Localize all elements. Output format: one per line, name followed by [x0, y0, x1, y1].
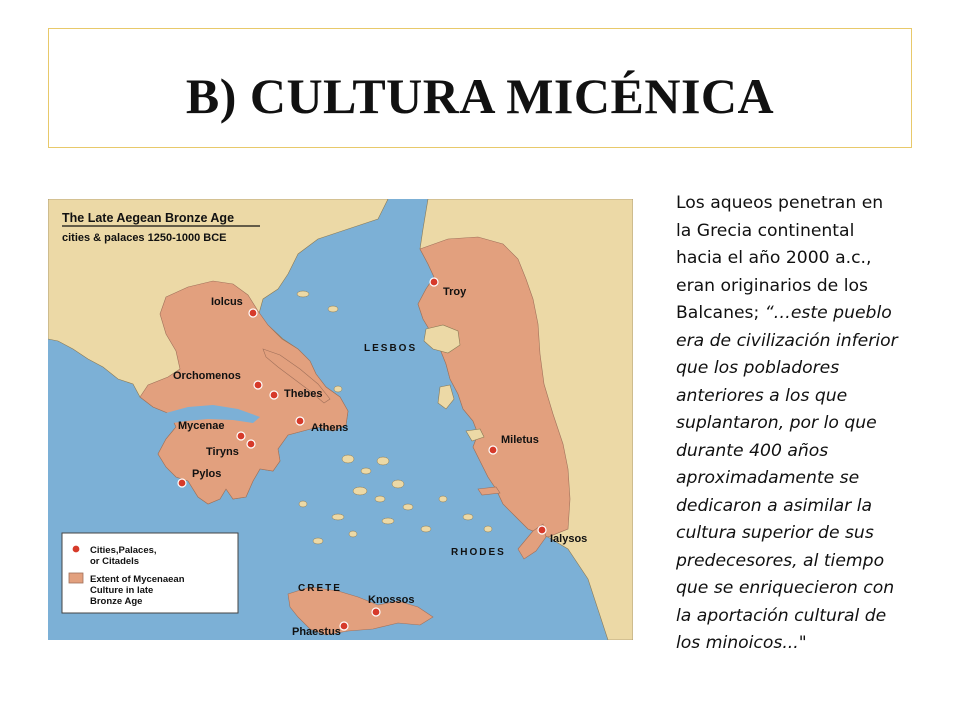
body-line: la aportación cultural de: [676, 605, 887, 626]
legend-city-marker: [72, 545, 80, 553]
svg-text:Phaestus: Phaestus: [292, 626, 341, 638]
body-line-mixed: [676, 300, 938, 328]
body-line: la Grecia continental: [676, 220, 855, 241]
svg-text:Ialysos: Ialysos: [550, 533, 588, 545]
body-line: Los aqueos penetran en: [676, 193, 884, 213]
svg-text:Knossos: Knossos: [368, 594, 415, 606]
aegean-map: [48, 199, 633, 640]
svg-text:Troy: Troy: [443, 286, 467, 298]
svg-text:Iolcus: Iolcus: [211, 296, 243, 308]
svg-text:Tiryns: Tiryns: [206, 446, 239, 458]
body-line: anteriores a los que: [676, 385, 848, 406]
body-text: [676, 190, 938, 658]
legend-extent-line1: Extent of Mycenaean: [90, 574, 185, 585]
legend-extent-line2: Culture in late: [90, 585, 154, 596]
map-subtitle: cities & palaces 1250-1000 BCE: [62, 232, 227, 244]
region-lesbos: LESBOS: [364, 343, 418, 354]
region-rhodes: RHODES: [451, 547, 506, 558]
map-legend: [62, 533, 238, 613]
legend-extent-line3: Bronze Age: [90, 596, 143, 607]
title-box: [48, 28, 912, 148]
body-line: eran originarios de los: [676, 275, 868, 296]
map-title: The Late Aegean Bronze Age: [62, 211, 235, 225]
svg-text:Miletus: Miletus: [501, 434, 539, 446]
body-line: cultura superior de sus: [676, 523, 874, 543]
svg-text:Orchomenos: Orchomenos: [173, 370, 241, 382]
svg-text:Pylos: Pylos: [192, 468, 222, 480]
body-line: los minoicos...": [676, 633, 807, 653]
region-crete: CRETE: [298, 583, 342, 594]
body-line: que se enriquecieron con: [676, 578, 895, 598]
body-line: dedicaron a asimilar la: [676, 495, 873, 516]
body-line: durante 400 años: [676, 440, 829, 461]
svg-text:Mycenae: Mycenae: [178, 420, 225, 432]
body-line: hacia el año 2000 a.c.,: [676, 248, 872, 268]
slide-title: B) CULTURA MICÉNICA: [185, 68, 775, 124]
body-line: suplantaron, por lo que: [676, 413, 877, 433]
body-line-emph: “…este pueblo: [764, 303, 892, 323]
body-line: era de civilización inferior: [676, 330, 898, 351]
svg-text:Athens: Athens: [311, 422, 349, 434]
legend-cities-line1: Cities,Palaces,: [90, 545, 157, 556]
body-line-plain: Balcanes;: [676, 303, 765, 323]
legend-cities-line2: or Citadels: [90, 556, 140, 567]
body-line: aproximadamente se: [676, 468, 860, 488]
svg-text:Thebes: Thebes: [284, 388, 323, 400]
body-line: predecesores, al tiempo: [676, 550, 885, 571]
body-line: que los pobladores: [676, 358, 840, 378]
legend-extent-swatch: [69, 573, 83, 583]
